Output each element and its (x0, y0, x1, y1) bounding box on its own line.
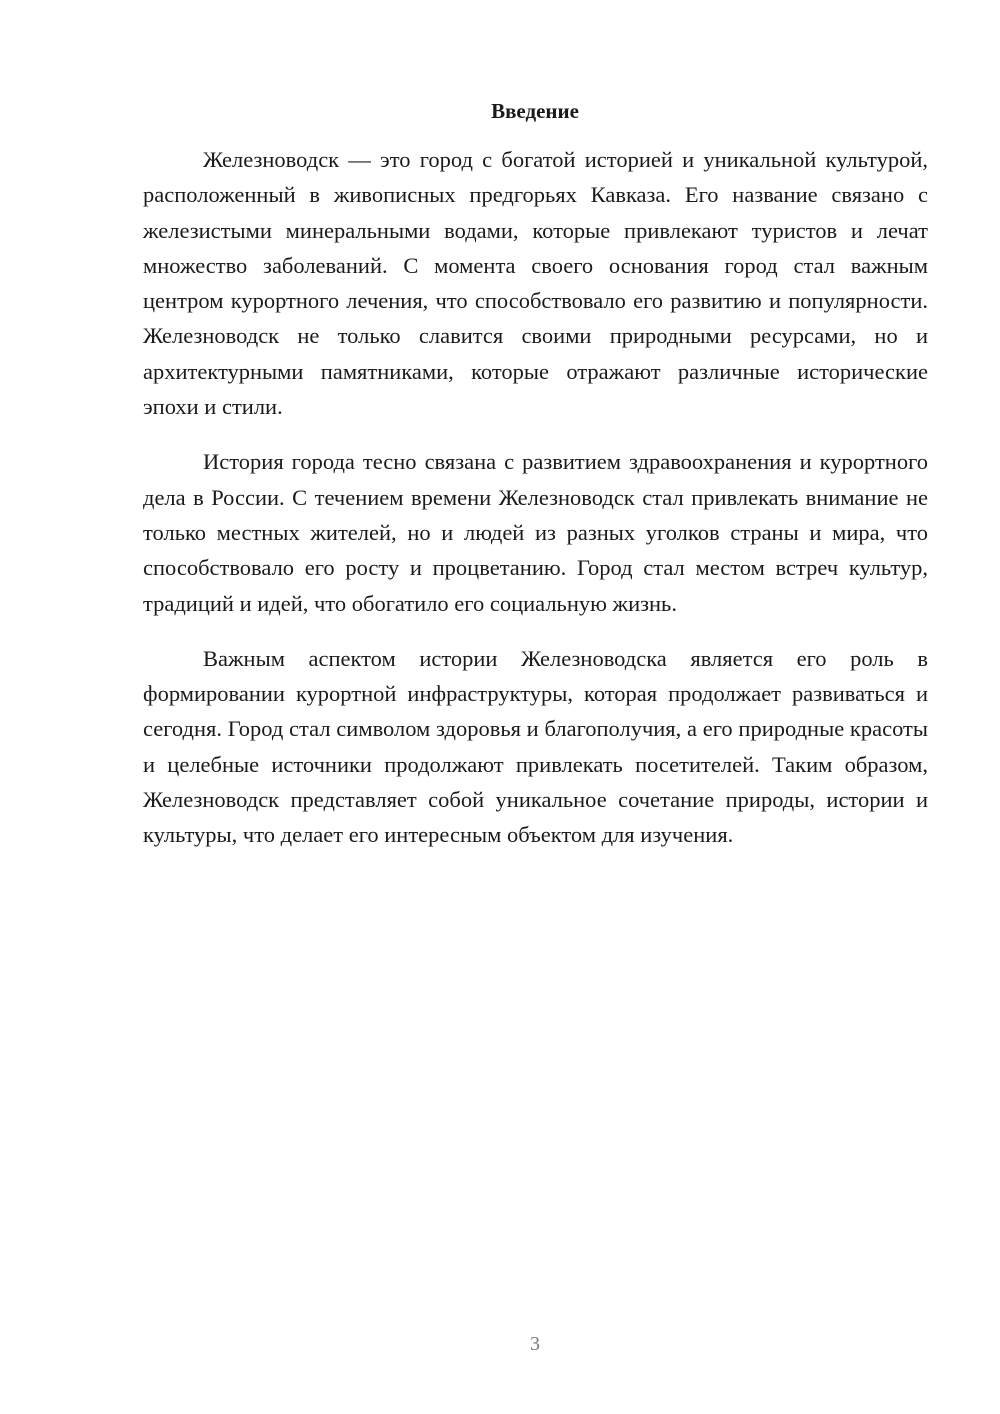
paragraph-3: Важным аспектом истории Железноводска является его роль в формировании курортной инфраструктуры, которая продолжает развиваться и сегодня. Город стал символом здоровья и благополучия, а его природные красоты и целебные источники продолжают привлекать посетителей. Таким образом, Железноводск представляет собой уникальное сочетание природы, истории и культуры, что делает его интересным объектом для изучения. (143, 645, 928, 848)
paragraph-2: История города тесно связана с развитием здравоохранения и курортного дела в России. С течением времени Железноводск стал привлекать внимание не только местных жителей, но и людей из разных уголков страны и мира, что способствовало его росту и процветанию. Город стал местом встреч культур, традиций и идей, что обогатило его социальную жизнь. (143, 449, 928, 616)
body-text (143, 142, 928, 873)
page-number: 3 (530, 1333, 540, 1355)
section-title: Введение (491, 99, 579, 123)
paragraph-1: Железноводск — это город с богатой историей и уникальной культурой, расположенный в живописных предгорьях Кавказа. Его название связано с железистыми минеральными водами, которые привлекают туристов и лечат множество заболеваний. С момента своего основания город стал важным центром курортного лечения, что способствовало его развитию и популярности. Железноводск не только славится своими природными ресурсами, но и архитектурными памятниками, которые отражают различные исторические эпохи и стили. (143, 147, 928, 420)
